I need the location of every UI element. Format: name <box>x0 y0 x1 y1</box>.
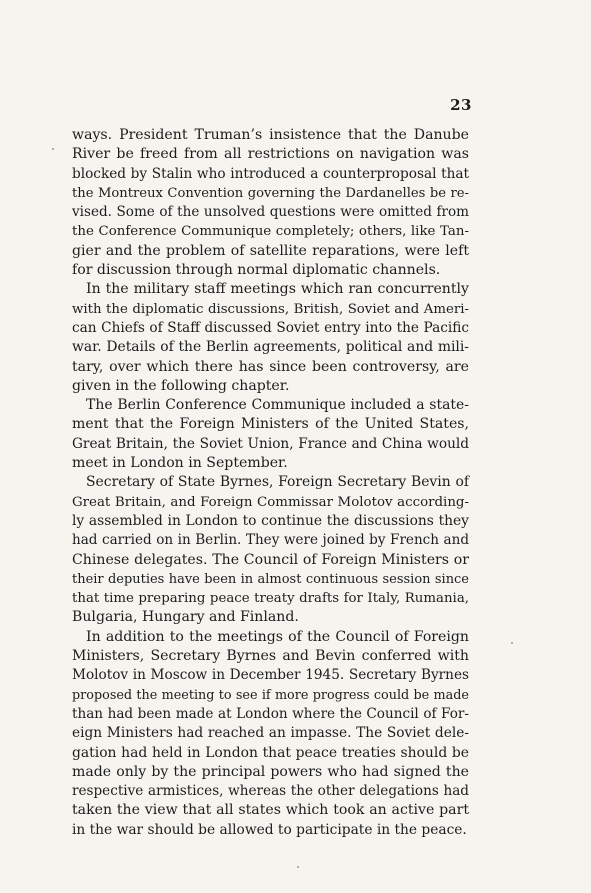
text-line: tary, over which there has since been controversy, are <box>72 358 469 375</box>
text-line: River be freed from all restrictions on navigation was <box>72 146 469 163</box>
text-line: Great Britain, the Soviet Union, France and China would <box>72 435 469 452</box>
body-text <box>72 126 469 840</box>
text-line: Great Britain, and Foreign Commissar Molotov according- <box>72 494 469 510</box>
text-line: war. Details of the Berlin agreements, political and mili- <box>72 339 469 356</box>
text-line: ment that the Foreign Ministers of the United States, <box>72 416 469 433</box>
text-line: gier and the problem of satellite reparations, were left <box>72 242 469 259</box>
text-line: eign Ministers had reached an impasse. The Soviet dele- <box>72 725 469 742</box>
text-line: Secretary of State Byrnes, Foreign Secretary Bevin of <box>86 474 469 491</box>
paper-speck <box>297 866 299 868</box>
text-line: In addition to the meetings of the Council of Foreign <box>86 628 469 645</box>
text-line: Bulgaria, Hungary and Finland. <box>72 609 299 626</box>
text-line: The Berlin Conference Communique included a state- <box>86 397 469 414</box>
text-line: blocked by Stalin who introduced a counterproposal that <box>72 165 469 182</box>
paragraph <box>72 628 469 840</box>
text-line: for discussion through normal diplomatic channels. <box>72 262 441 279</box>
text-line: Ministers, Secretary Byrnes and Bevin conferred with <box>72 648 469 665</box>
text-line: In the military staff meetings which ran concurrently <box>86 281 469 298</box>
paragraph <box>72 280 469 396</box>
text-line: gation had held in London that peace treaties should be <box>72 744 469 761</box>
text-line: respective armistices, whereas the other delegations had <box>72 783 469 800</box>
paragraph <box>72 126 469 280</box>
text-line: meet in London in September. <box>72 455 288 472</box>
text-line: that time preparing peace treaty drafts for Italy, Rumania, <box>72 591 469 607</box>
text-line: with the diplomatic discussions, British, Soviet and Ameri- <box>72 301 469 317</box>
paragraph <box>72 396 469 473</box>
paragraph <box>72 473 469 627</box>
text-line: the Montreux Convention governing the Dardanelles be re- <box>72 185 469 201</box>
text-line: made only by the principal powers who had signed the <box>72 763 469 780</box>
paper-speck <box>511 642 513 644</box>
text-line: taken the view that all states which took an active part <box>72 802 469 819</box>
paper-speck <box>52 148 54 150</box>
page-number: 23 <box>450 96 472 114</box>
text-line: given in the following chapter. <box>72 377 290 394</box>
text-line: than had been made at London where the Council of For- <box>72 705 469 722</box>
text-line: vised. Some of the unsolved questions were omitted from <box>72 204 469 221</box>
text-line: their deputies have been in almost continuous session since <box>72 571 469 587</box>
text-line: proposed the meeting to see if more progress could be made <box>72 687 469 703</box>
text-line: had carried on in Berlin. They were joined by French and <box>72 532 469 549</box>
text-line: the Conference Communique completely; others, like Tan- <box>72 224 469 240</box>
text-line: in the war should be allowed to participate in the peace. <box>72 821 467 838</box>
text-line: can Chiefs of Staff discussed Soviet entry into the Pacific <box>72 319 469 336</box>
text-line: ways. President Truman’s insistence that the Danube <box>72 127 469 143</box>
text-line: Molotov in Moscow in December 1945. Secretary Byrnes <box>72 667 469 684</box>
text-line: ly assembled in London to continue the discussions they <box>72 512 469 529</box>
text-line: Chinese delegates. The Council of Foreign Ministers or <box>72 551 469 568</box>
